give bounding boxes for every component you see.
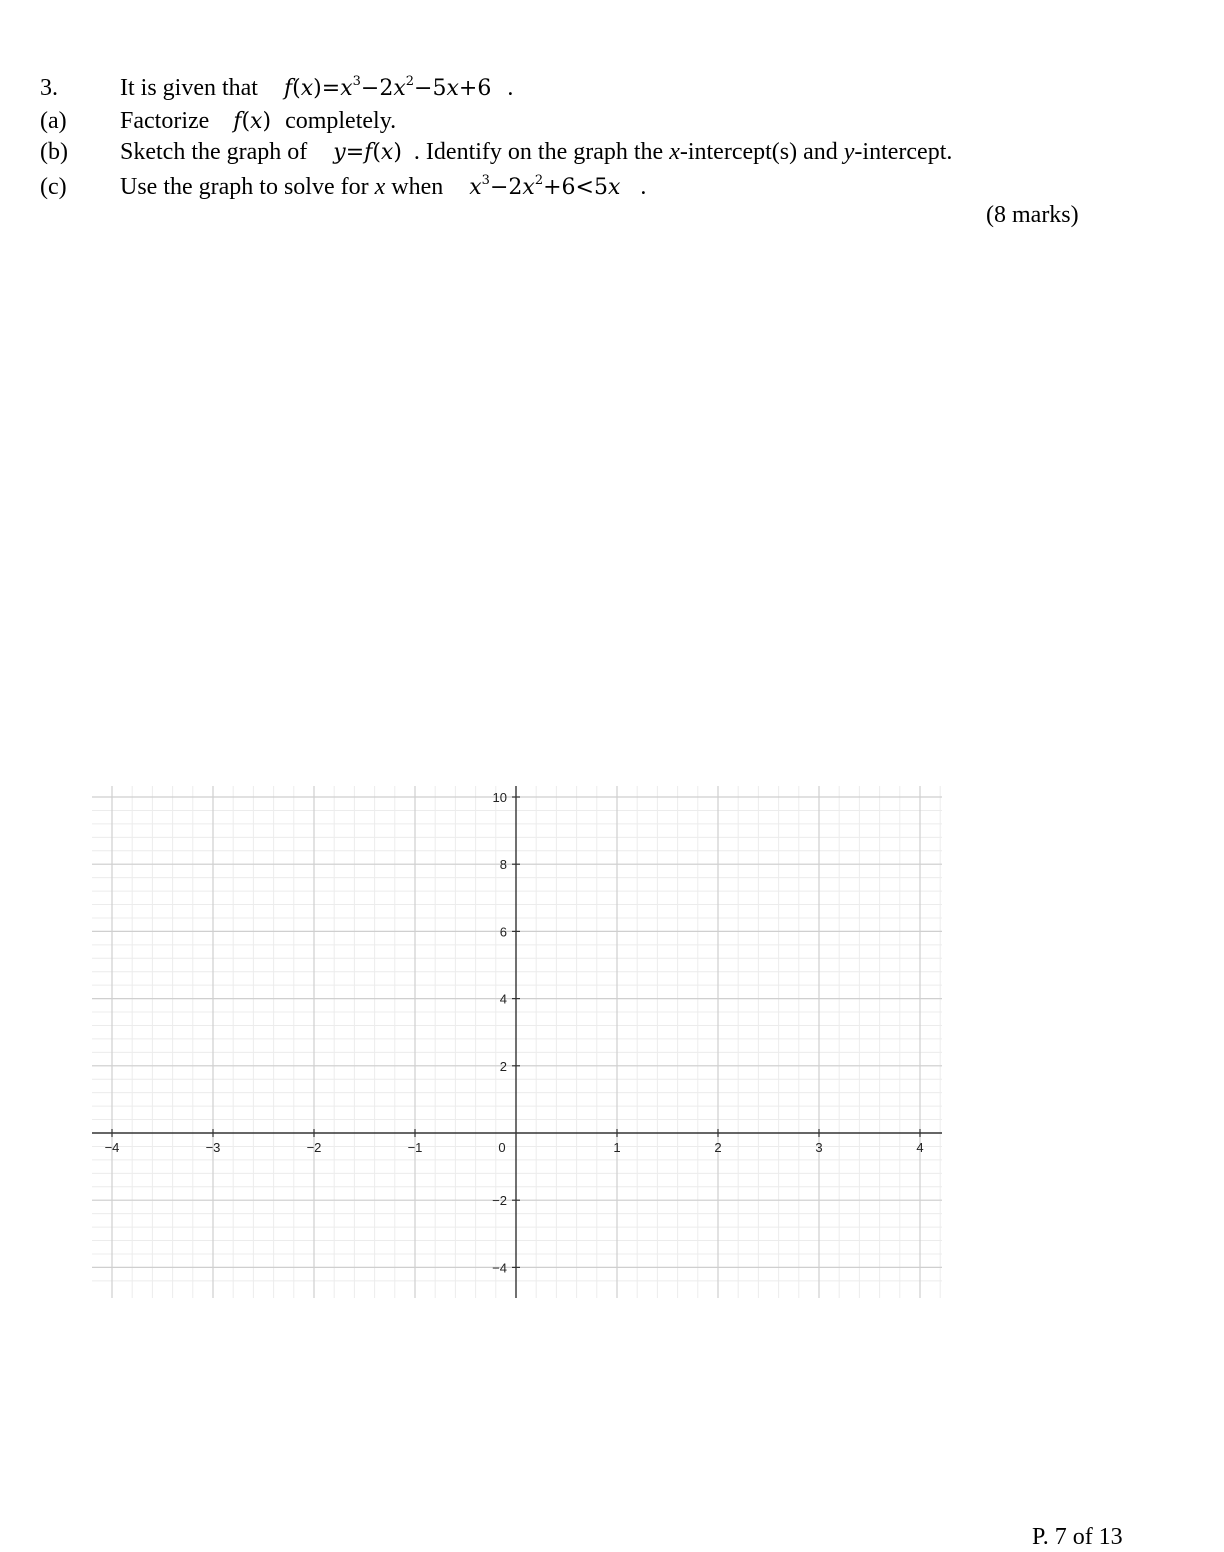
question-number: 3. — [40, 75, 58, 101]
y-tick-label: −4 — [492, 1260, 507, 1276]
graph-grid — [92, 786, 942, 1298]
x-tick-label: 1 — [613, 1140, 621, 1155]
function-definition: $f(x)=x^3-2x^2-5x+6$ — [283, 74, 492, 101]
part-c-inequality: $x^3-2x^2+6<5x$ — [469, 173, 621, 200]
marks-label: (8 marks) — [986, 202, 1079, 228]
part-a-fx: f(x) — [233, 109, 272, 134]
part-b-text — [120, 138, 952, 167]
x-tick-label: 2 — [714, 1140, 722, 1155]
x-tick-label: −4 — [104, 1140, 120, 1155]
part-b-x-var: x — [669, 139, 680, 165]
minor-gridlines — [92, 786, 942, 1298]
tick-labels — [105, 790, 924, 1275]
page-number: P. 7 of 13 — [1032, 1524, 1123, 1550]
part-a-prefix: Factorize — [120, 108, 210, 134]
y-tick-label: 10 — [492, 790, 507, 805]
part-a-label: (a) — [40, 108, 67, 134]
x-tick-label: 0 — [498, 1140, 506, 1155]
part-b-suffix-3: -intercept. — [854, 139, 953, 165]
part-c-x-var: x — [374, 174, 386, 200]
part-c-prefix: Use the graph to solve for — [120, 174, 375, 200]
axes — [92, 786, 942, 1298]
question-intro: It is given that $f(x)=x^3-2x^2-5x+6$ . — [120, 74, 514, 101]
part-b-suffix-1: . Identify on the graph the — [413, 139, 670, 165]
y-tick-label: −2 — [492, 1193, 507, 1209]
y-tick-label: 2 — [499, 1058, 507, 1074]
part-c-label: (c) — [40, 174, 67, 200]
x-tick-label: 3 — [815, 1140, 823, 1155]
intro-text: It is given that — [120, 75, 258, 101]
y-tick-label: 8 — [499, 857, 507, 873]
part-a-suffix: completely. — [285, 108, 397, 134]
part-c-text: Use the graph to solve for x when $x^3-2x^2+6<5x$ . — [120, 173, 647, 200]
x-tick-label: −3 — [205, 1140, 221, 1155]
part-c-prefix-2: when — [385, 174, 444, 200]
x-tick-label: 4 — [916, 1140, 924, 1155]
major-gridlines — [92, 786, 942, 1298]
part-b-suffix-2: -intercept(s) and — [679, 139, 844, 165]
part-b-label: (b) — [40, 139, 68, 165]
part-b-equation: y=f(x) — [333, 140, 402, 165]
x-tick-label: −1 — [407, 1140, 423, 1155]
y-tick-label: 6 — [499, 924, 507, 940]
part-a-text — [120, 107, 396, 136]
y-tick-label: 4 — [499, 991, 507, 1007]
part-b-prefix: Sketch the graph of — [120, 139, 308, 165]
x-tick-label: −2 — [306, 1140, 322, 1155]
part-b-y-var: y — [843, 139, 855, 165]
